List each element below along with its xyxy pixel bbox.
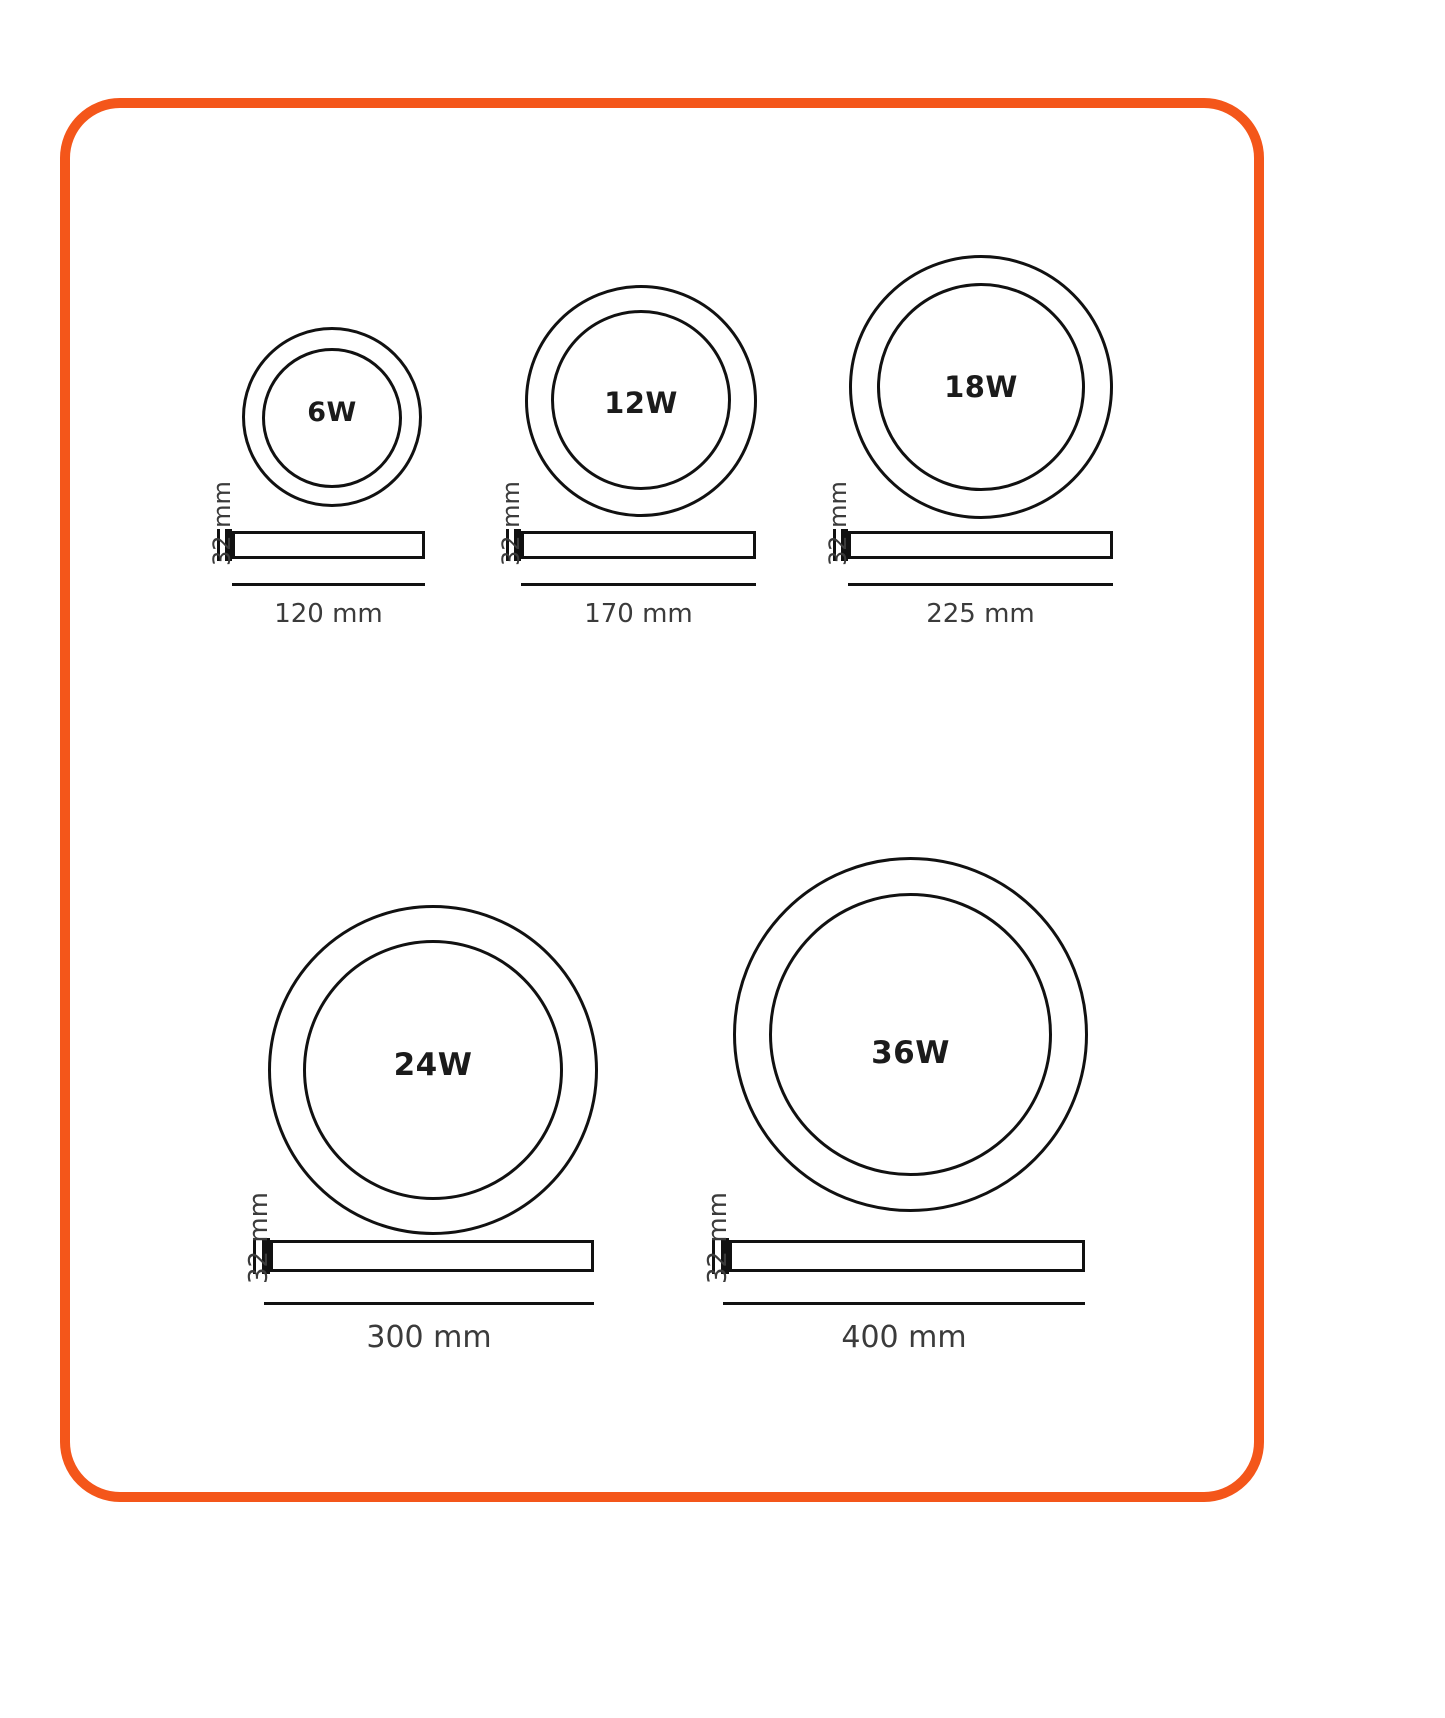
diameter-dim-label-6w: 120 mm [274,599,383,629]
height-dim-label-18w: 32 mm [824,481,852,566]
side-profile-bar-24w [270,1240,594,1272]
height-dim-label-12w: 32 mm [497,481,525,566]
diameter-dim-label-18w: 225 mm [926,599,1035,629]
wattage-label-36w: 36W [871,1035,950,1071]
diameter-dim-line-24w [264,1302,594,1305]
wattage-label-6w: 6W [307,397,357,428]
wattage-label-18w: 18W [944,370,1018,404]
height-dim-label-36w: 32 mm [703,1191,733,1284]
side-profile-bar-18w [848,531,1113,559]
diameter-dim-line-12w [521,583,756,586]
wattage-label-12w: 12W [604,386,678,420]
diameter-dim-line-36w [723,1302,1085,1305]
side-profile-bar-12w [521,531,756,559]
height-dim-label-24w: 32 mm [244,1191,274,1284]
diameter-dim-label-12w: 170 mm [584,599,693,629]
diameter-dim-label-24w: 300 mm [366,1320,492,1355]
side-profile-bar-6w [232,531,425,559]
diameter-dim-line-6w [232,583,425,586]
wattage-label-24w: 24W [393,1047,473,1083]
diameter-dim-label-36w: 400 mm [841,1320,967,1355]
diameter-dim-line-18w [848,583,1113,586]
height-dim-label-6w: 32 mm [208,481,236,566]
side-profile-bar-36w [729,1240,1085,1272]
